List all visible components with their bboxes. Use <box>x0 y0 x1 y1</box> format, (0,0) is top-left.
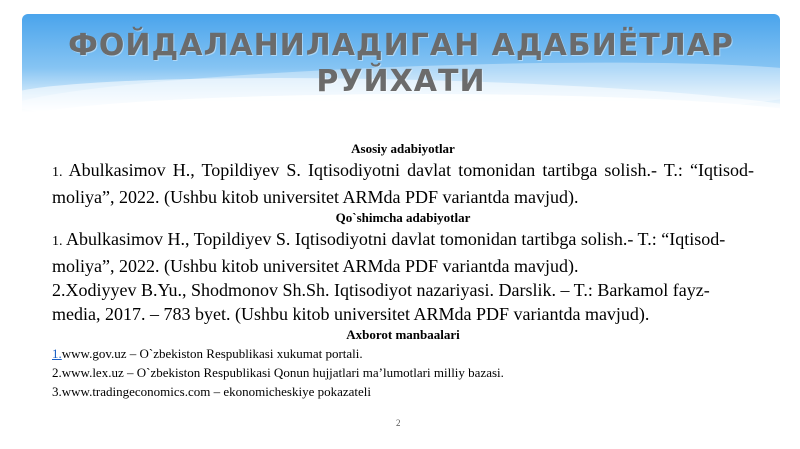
item-number: 1. <box>52 234 63 249</box>
item-text: 2.Xodiyyev B.Yu., Shodmonov Sh.Sh. Iqtisodiyot nazariyasi. Darslik. – T.: Barkamol fayz- media, 2017. – 783 byet. (Ushbu kitob universitet ARMda PDF variantda mavjud). <box>52 280 710 324</box>
item-number: 1. <box>52 165 63 180</box>
slide-title-line-2: РУЙХАТИ <box>316 64 486 99</box>
item-text: Abulkasimov H., Topildiyev S. Iqtisodiyotni davlat tomonidan tartibga solish.- T.: “Iqtisod-moliya”, 2022. (Ushbu kitob universitet ARMda PDF variantda mavjud). <box>52 160 754 207</box>
info-sources-heading: Axborot manbaalari <box>346 327 460 342</box>
info-source-link-number[interactable]: 1. <box>52 346 62 361</box>
item-text: 3.www.tradingeconomics.com – ekonomicheskiye pokazateli <box>52 384 372 399</box>
slide-title <box>22 28 780 100</box>
item-text: Abulkasimov H., Topildiyev S. Iqtisodiyotni davlat tomonidan tartibga solish.- T.: “Iqtisod-moliya”, 2022. (Ushbu kitob universitet ARMda PDF variantda mavjud). <box>52 229 726 276</box>
page-number: 2 <box>396 418 401 428</box>
info-source-item <box>52 344 754 363</box>
additional-literature-item <box>52 227 754 278</box>
main-literature-heading: Asosiy adabiyotlar <box>351 141 455 156</box>
additional-literature-heading: Qo`shimcha adabiyotlar <box>335 210 471 225</box>
slide-content <box>52 140 754 401</box>
slide-title-line-1: ФОЙДАЛАНИЛАДИГАН АДАБИЁТЛАР <box>68 28 734 63</box>
item-text: 2.www.lex.uz – O`zbekiston Respublikasi Qonun hujjatlari ma’lumotlari milliy bazasi. <box>52 365 504 380</box>
info-source-item <box>52 382 754 401</box>
main-literature-item <box>52 158 754 209</box>
additional-literature-item <box>52 278 754 326</box>
item-text: www.gov.uz – O`zbekiston Respublikasi xukumat portali. <box>61 346 363 361</box>
info-source-item <box>52 363 754 382</box>
